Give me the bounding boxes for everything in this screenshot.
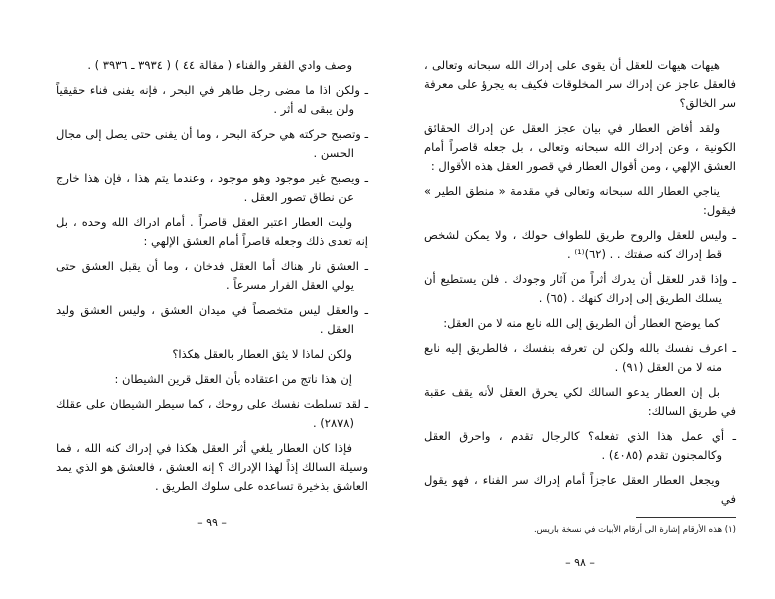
left-page: [56, 56, 368, 529]
paragraph: ولكن لماذا لا يثق العطار بالعقل هكذا؟: [172, 347, 352, 361]
bullet-quote: ـ لقد تسلطت نفسك على روحك ، كما سيطر الشيطان على عقلك (٢٨٧٨) .: [56, 397, 368, 430]
paragraph: كما يوضح العطار أن الطريق إلى الله نابع منه لا من العقل:: [443, 316, 720, 330]
bullet-quote: ـ وإذا قدر للعقل أن يدرك أثراً من آثار وجودك . فلن يستطيع أن يسلك الطريق إلى إدراك كنهك . (٦٥) .: [424, 272, 736, 305]
paragraph: هيهات هيهات للعقل أن يقوى على إدراك الله سبحانه وتعالى ، فالعقل عاجز عن إدراك سر المخلوقات فكيف به يجرؤ على معرفة سر الخالق؟: [424, 58, 736, 110]
paragraph: يناجي العطار الله سبحانه وتعالى في مقدمة « منطق الطير » فيقول:: [424, 184, 736, 217]
paragraph: وليت العطار اعتبر العقل قاصراً . أمام ادراك الله وحده ، بل إنه تعدى ذلك وجعله قاصراً أمام العشق الإلهي :: [56, 215, 368, 248]
page-number: – ٩٩ –: [197, 516, 227, 529]
paragraph: فإذا كان العطار يلغي أثر العقل هكذا في إدراك كنه الله ، فما وسيلة السالك إذاً لهذا الإدراك ؟ إنه العشق ، فالعشق هو الذي يمد العاشق بذخيرة تساعده على سلوك الطريق .: [56, 441, 368, 493]
bullet-quote: ـ وليس للعقل والروح طريق للطواف حولك ، ولا يمكن لشخص قط إدراك كنه صفتك . . (٦٢)⁽¹⁾ .: [424, 228, 736, 261]
bullet-quote: ـ أي عمل هذا الذي تفعله؟ كالرجال تقدم ، واحرق العقل وكالمجنون تقدم (٤٠٨٥) .: [424, 429, 736, 462]
footnote-divider: [636, 517, 736, 518]
page-number: – ٩٨ –: [565, 556, 595, 569]
bullet-quote: ـ اعرف نفسك بالله ولكن لن تعرفه بنفسك ، فالطريق إليه نابع منه لا من العقل (٩١) .: [424, 341, 736, 374]
bullet-quote: ـ ويصبح غير موجود وهو موجود ، وعندما يتم هذا ، فإن هذا خارج عن نطاق تصور العقل .: [56, 171, 368, 204]
paragraph: إن هذا ناتج من اعتقاده بأن العقل قرين الشيطان :: [114, 372, 352, 386]
bullet-quote: ـ والعقل ليس متخصصاً في ميدان العشق ، وليس العشق وليد العقل .: [56, 303, 368, 336]
paragraph: ولقد أفاض العطار في بيان عجز العقل عن إدراك الحقائق الكونية ، وعن إدراك الله سبحانه وتعالى ، بل جعله قاصراً أمام العشق الإلهي ، ومن أقوال العطار في قصور العقل هذه الأقوال :: [424, 121, 736, 173]
paragraph: وصف وادي الفقر والفناء ( مقالة ٤٤ ) ( ٣٩٣٤ ـ ٣٩٣٦ ) .: [87, 58, 352, 72]
bullet-quote: ـ وتصبح حركته هي حركة البحر ، وما أن يفنى حتى يصل إلى مجال الحسن .: [56, 127, 368, 160]
bullet-quote: ـ ولكن اذا ما مضى رجل طاهر في البحر ، فإنه يفنى فناء حقيقياً ولن يبقى له أثر .: [56, 83, 368, 116]
bullet-quote: ـ العشق نار هناك أما العقل فدخان ، وما أن يقبل العشق حتى يولي العقل الفرار مسرعاً .: [56, 259, 368, 292]
paragraph: بل إن العطار يدعو السالك لكي يحرق العقل لأنه يقف عقبة في طريق السالك:: [424, 385, 736, 418]
footnote: (١) هذه الأرقام إشارة الى أرقام الأبيات في نسخة باريس.: [533, 525, 736, 535]
paragraph: ويجعل العطار العقل عاجزاً أمام إدراك سر الفناء ، فهو يقول في: [424, 473, 736, 506]
right-page: [424, 56, 736, 569]
